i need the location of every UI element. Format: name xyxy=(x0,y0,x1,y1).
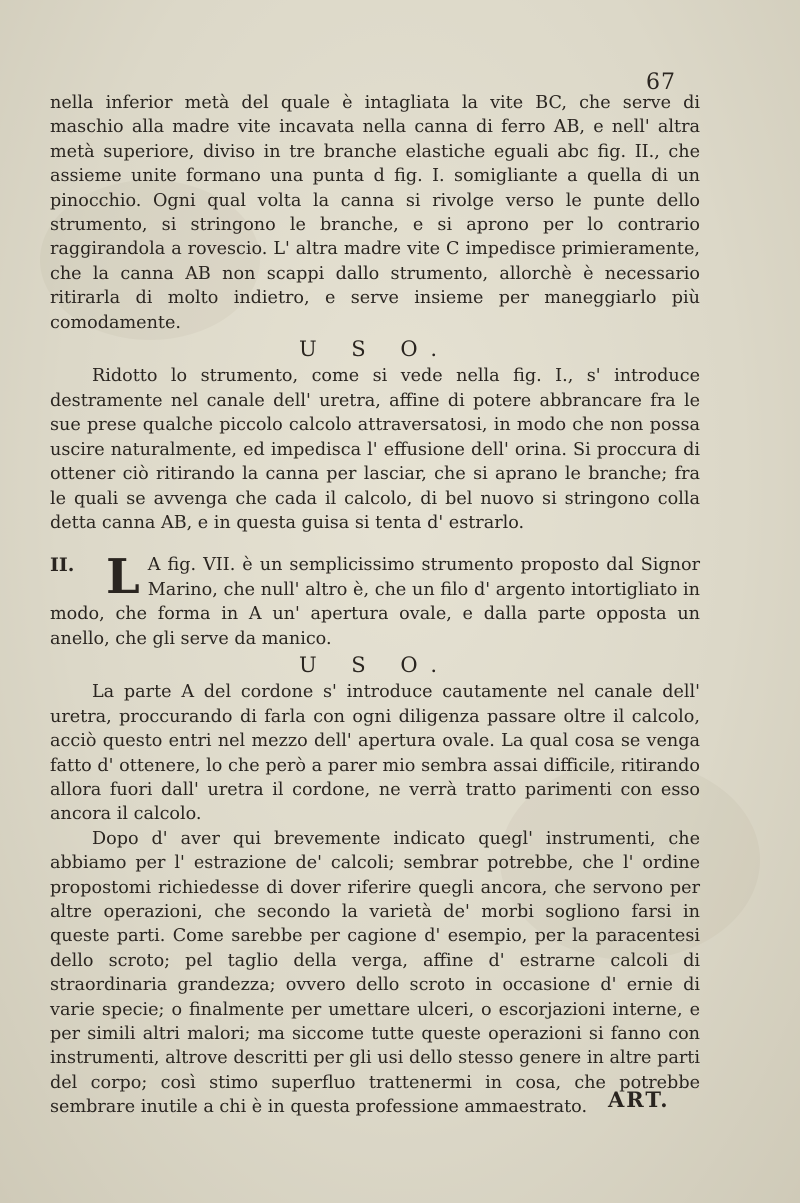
paragraph-section-ii: A fig. VII. è un semplicissimo strumento proposto dal Signor Marino, che null' altro è, che un filo d' argento intortigliato in modo, che forma in A un' apertura ovale, e dalla parte opposta un anello, che gli serve da manico. xyxy=(50,555,700,649)
paragraph-uso-2: La parte A del cordone s' introduce cautamente nel canale dell' uretra, proccurando di farla con ogni diligenza passare oltre il calcolo, acciò questo entri nel mezzo dell' apertura ovale. La qual cosa se venga fatto d' ottenere, lo che però a parer mio sembra assai difficile, ritirando allora fuori dall' uretra il cordone, ne verrà tratto parimenti con esso ancora il calcolo. xyxy=(50,682,700,825)
paragraph-continued: nella inferior metà del quale è intagliata la vite BC, che serve di maschio alla madre vite incavata nella canna di ferro AB, e nell' altra metà superiore, diviso in tre branche elastiche eguali abc fig. II., che assieme unite formano una punta d fig. I. somigliante a quella di un pinocchio. Ogni qual volta la canna si rivolge verso le punte dello strumento, si stringono le branche, e si aprono per lo contrario raggirandola a rovescio. L' altra madre vite C impedisce primieramente, che la canna AB non scappi dallo strumento, allorchè è necessario ritirarla di molto indietro, e serve insieme per maneggiarlo più comodamente. xyxy=(50,93,700,333)
section-heading-uso: U S O. xyxy=(298,337,452,362)
drop-cap: L xyxy=(106,549,140,606)
section-number: II. xyxy=(50,554,75,577)
paragraph-closing: Dopo d' aver qui brevemente indicato quegl' instrumenti, che abbiamo per l' estrazione de' calcoli; sembrar potrebbe, che l' ordine propostomi richiedesse di dover riferire quegli ancora, che servono per altre operazioni, che secondo la varietà de' morbi sogliono farsi in queste parti. Come sarebbe per cagione d' esempio, per la paracentesi dello scroto; pel taglio della verga, affine d' estrarne calcoli di straordinaria grandezza; ovvero dello scroto in occasione d' ernie di varie specie; o finalmente per umettare ulceri, o escorjazioni interne, e per simili altri malori; ma siccome tutte queste operazioni si fanno con instrumenti, altrove descritti per gli usi dello stesso genere in altre parti del corpo; così stimo superfluo trattenermi in cosa, che potrebbe sembrare inutile a chi è in questa professione ammaestrato. xyxy=(50,828,700,1118)
section-heading-uso-2: U S O. xyxy=(298,652,452,677)
paragraph-uso-1: Ridotto lo strumento, come si vede nella fig. I., s' introduce destramente nel canale dell' uretra, affine di potere abbrancare fra le sue prese qualche piccolo calcolo attraversatosi, in modo che non possa uscire naturalmente, ed impedisca l' effusione dell' orina. Si proccura di ottener ciò ritirando la canna per lasciar, che si aprano le branche; fra le quali se avvenga che cada il calcolo, di bel nuovo si stringono colla detta canna AB, e in questa guisa si tenta d' estrarlo. xyxy=(50,366,700,533)
catchword: ART. xyxy=(608,1087,670,1112)
page-number: 67 xyxy=(646,70,676,95)
section-ii xyxy=(50,549,700,651)
body-text xyxy=(50,91,700,1120)
